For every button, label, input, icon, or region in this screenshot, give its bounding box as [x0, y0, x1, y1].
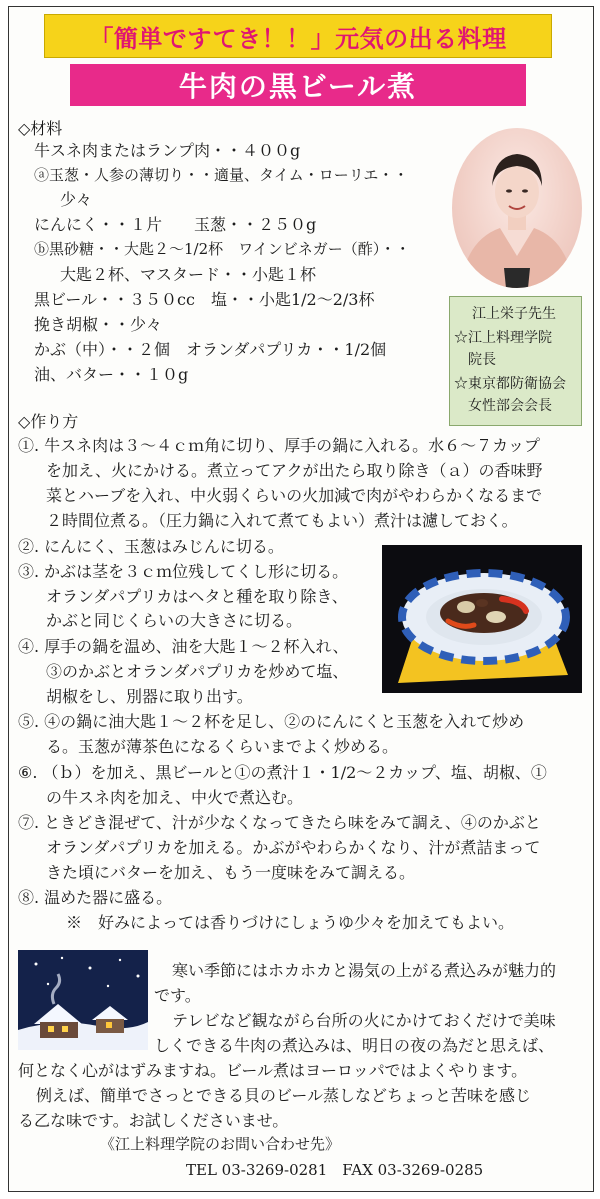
teacher-title: ☆東京都防衛協会 [454, 376, 566, 392]
teacher-profile-card [449, 296, 582, 426]
essay-line: 何となく心がはずみますね。ビール煮はヨーロッパではよくやります。 [18, 1061, 528, 1080]
winter-scene-illustration [18, 950, 148, 1050]
method-line: ⑧. 温めた器に盛る。 [18, 888, 173, 907]
title-main: 牛肉の黒ビール煮 [178, 70, 418, 103]
essay-line: る乙な味です。お試しくださいませ。 [18, 1111, 289, 1130]
teacher-portrait [452, 128, 582, 288]
ingredient-line: ⓐ玉葱・人参の薄切り・・適量、タイム・ローリエ・・ [34, 166, 409, 184]
method-line: 胡椒をし、別器に取り出す。 [46, 687, 253, 706]
method-line: オランダパプリカはヘタと種を取り除き、 [46, 587, 348, 606]
method-line: かぶと同じくらいの大きさに切る。 [46, 611, 303, 630]
method-line: ⑤. ④の鍋に油大匙１～２杯を足し、②のにんにくと玉葱を入れて炒め [18, 712, 525, 731]
method-line: オランダパプリカを加える。かぶがやわらかくなり、汁が煮詰まって [46, 838, 541, 857]
ingredient-line: 挽き胡椒・・少々 [34, 315, 163, 334]
essay-line: テレビなど観ながら台所の火にかけておくだけで美味 [172, 1011, 556, 1030]
ingredient-line: 牛スネ肉またはランプ肉・・４００g [34, 141, 301, 160]
ingredient-line: にんにく・・１片 玉葱・・２５０g [34, 215, 317, 234]
dish-photo [382, 545, 582, 693]
teacher-name: 江上栄子先生 [472, 306, 556, 322]
teacher-portrait-art [452, 128, 582, 288]
teacher-title: 院長 [468, 352, 496, 368]
essay-line: しくできる牛肉の煮込みは、明日の夜の為だと思えば、 [154, 1036, 555, 1055]
method-line: を加え、火にかける。煮立ってアクが出たら取り除き（ａ）の香味野 [46, 461, 543, 480]
method-line: の牛スネ肉を加え、中火で煮込む。 [46, 788, 303, 807]
contact-phones: TEL 03-3269-0281 FAX 03-3269-0285 [186, 1161, 484, 1179]
ingredient-line: 油、バター・・１０g [34, 365, 189, 384]
essay-line: です。 [154, 986, 201, 1005]
essay-line: 例えば、簡単でさっとできる貝のビール蒸しなどちょっと苦味を感じ [36, 1086, 532, 1105]
method-line: る。玉葱が薄茶色になるくらいまでよく炒める。 [46, 737, 399, 756]
method-line: 菜とハーブを入れ、中火弱くらいの火加減で肉がやわらかくなるまで [46, 486, 543, 505]
method-line: ２時間位煮る。（圧力鍋に入れて煮てもよい）煮汁は濾しておく。 [46, 511, 518, 530]
title-banner-main [70, 64, 526, 106]
method-line: ⑦. ときどき混ぜて、汁が少なくなってきたら味をみて調え、④のかぶと [18, 813, 541, 832]
winter-scene-art [18, 950, 148, 1050]
ingredient-line: 大匙２杯、マスタード・・小匙１杯 [60, 265, 317, 284]
ingredient-line: 少々 [60, 190, 93, 209]
method-line: ③. かぶは茎を３ｃｍ位残してくし形に切る。 [18, 562, 349, 581]
method-line: ③のかぶとオランダパプリカを炒めて塩、 [46, 662, 349, 681]
title-banner-top [44, 14, 552, 58]
essay-line: 寒い季節にはホカホカと湯気の上がる煮込みが魅力的 [172, 961, 557, 980]
teacher-title: 女性部会会長 [468, 398, 552, 414]
method-heading: ◇作り方 [18, 412, 79, 431]
method-line: きた頃にバターを加え、もう一度味をみて調える。 [46, 863, 415, 882]
teacher-title: ☆江上料理学院 [454, 330, 552, 346]
ingredient-line: ⓑ黒砂糖・・大匙２～1/2杯 ワインビネガー（酢）・・ [34, 240, 411, 258]
method-line: ⑥. （ｂ）を加え、黒ビールと①の煮汁１・1/2～２カップ、塩、胡椒、① [18, 763, 547, 782]
method-line: ④. 厚手の鍋を温め、油を大匙１～２杯入れ、 [18, 637, 349, 656]
method-line: ②. にんにく、玉葱はみじんに切る。 [18, 537, 284, 556]
title-top: 「簡単ですてき！！」元気の出る料理 [89, 24, 507, 53]
ingredient-line: 黒ビール・・３５０cc 塩・・小匙1/2～2/3杯 [34, 290, 375, 309]
dish-photo-art [382, 545, 582, 693]
ingredients-heading: ◇材料 [18, 119, 63, 138]
contact-heading: 《江上料理学院のお問い合わせ先》 [100, 1135, 341, 1153]
method-note: ※ 好みによっては香りづけにしょうゆ少々を加えてもよい。 [66, 913, 515, 932]
method-line: ①. 牛スネ肉は３～４ｃｍ角に切り、厚手の鍋に入れる。水６～７カップ [18, 436, 541, 455]
ingredient-line: かぶ（中）・・２個 オランダパプリカ・・1/2個 [34, 340, 387, 359]
